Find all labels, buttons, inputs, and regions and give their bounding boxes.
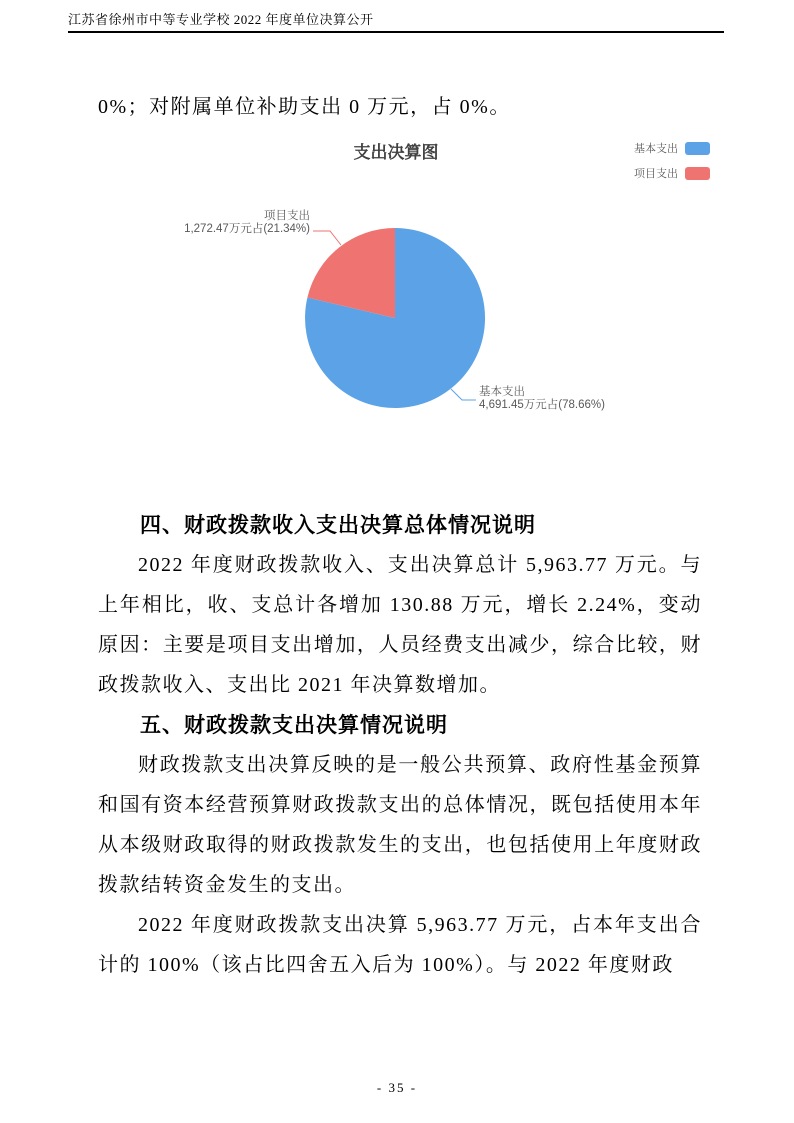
page-footer [0, 1080, 794, 1096]
pie-label-project [184, 210, 310, 236]
page-header [68, 9, 724, 33]
section-5-paragraph-2: 2022 年度财政拨款支出决算 5,963.77 万元，占本年支出合计的 100%（该占比四舍五入后为 100%）。与 2022 年度财政 [98, 914, 702, 976]
header-title: 江苏省徐州市中等专业学校 2022 年度单位决算公开 [68, 12, 374, 27]
leader-line-basic [451, 389, 476, 400]
chart-title: 支出决算图 [353, 143, 439, 162]
leader-line-project [313, 231, 341, 245]
pie-label-basic-value: 4,691.45万元占(78.66%) [479, 399, 605, 411]
expenditure-chart [0, 130, 794, 430]
pie-label-project-value: 1,272.47万元占(21.34%) [184, 223, 310, 235]
intro-paragraph: 0%；对附属单位补助支出 0 万元，占 0%。 [98, 96, 511, 118]
legend-label-basic: 基本支出 [634, 143, 678, 155]
page-number: - 35 - [376, 1080, 418, 1095]
pie-chart [0, 130, 794, 430]
pie-label-basic-name: 基本支出 [479, 386, 525, 398]
section-4-paragraph: 2022 年度财政拨款收入、支出决算总计 5,963.77 万元。与上年相比，收、支总计各增加 130.88 万元，增长 2.24%，变动原因：主要是项目支出增加，人员经费支出减少，综合比较，财政拨款收入、支出比 2021 年决算数增加。 [98, 554, 702, 696]
section-heading-4: 四、财政拨款收入支出决算总体情况说明 [140, 513, 536, 537]
section-heading-5: 五、财政拨款支出决算情况说明 [140, 713, 448, 737]
body-text [98, 505, 702, 985]
section-5-paragraph-1: 财政拨款支出决算反映的是一般公共预算、政府性基金预算和国有资本经营预算财政拨款支出的总体情况，既包括使用本年从本级财政取得的财政拨款发生的支出，也包括使用上年度财政拨款结转资金发生的支出。 [98, 754, 702, 896]
pie-slices [305, 228, 485, 408]
pie-label-basic [479, 386, 605, 412]
legend-label-project: 项目支出 [634, 168, 678, 180]
pie-label-project-name: 项目支出 [264, 210, 310, 222]
